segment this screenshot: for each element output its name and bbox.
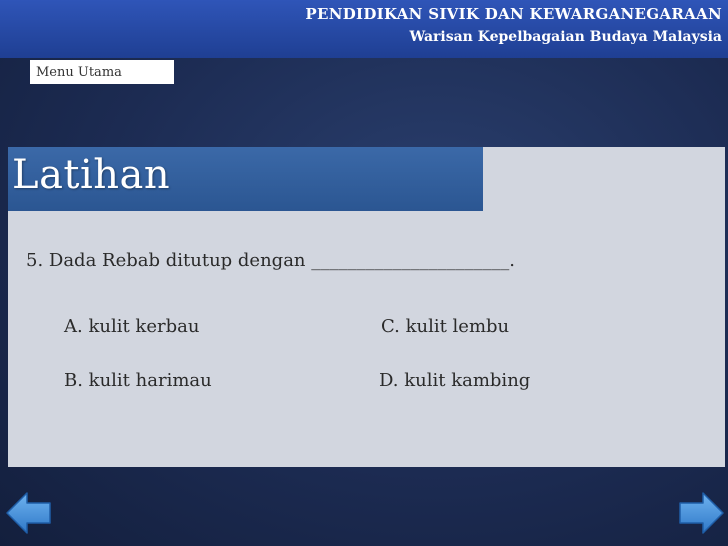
question-text: 5. Dada Rebab ditutup dengan ______________________. [26, 250, 515, 271]
next-button[interactable] [676, 488, 726, 538]
option-a[interactable]: A. kulit kerbau [64, 316, 200, 337]
previous-button[interactable] [4, 488, 54, 538]
header-bar [0, 0, 728, 58]
option-b[interactable]: B. kulit harimau [64, 370, 212, 391]
header-title: PENDIDIKAN SIVIK DAN KEWARGANEGARAAN [305, 5, 722, 23]
option-d[interactable]: D. kulit kambing [379, 370, 531, 391]
option-c[interactable]: C. kulit lembu [381, 316, 510, 337]
arrow-right-icon [676, 488, 726, 538]
page-title: Latihan [12, 152, 171, 198]
header-subtitle: Warisan Kepelbagaian Budaya Malaysia [409, 29, 722, 45]
main-menu-button[interactable]: Menu Utama [30, 60, 174, 84]
arrow-left-icon [4, 488, 54, 538]
